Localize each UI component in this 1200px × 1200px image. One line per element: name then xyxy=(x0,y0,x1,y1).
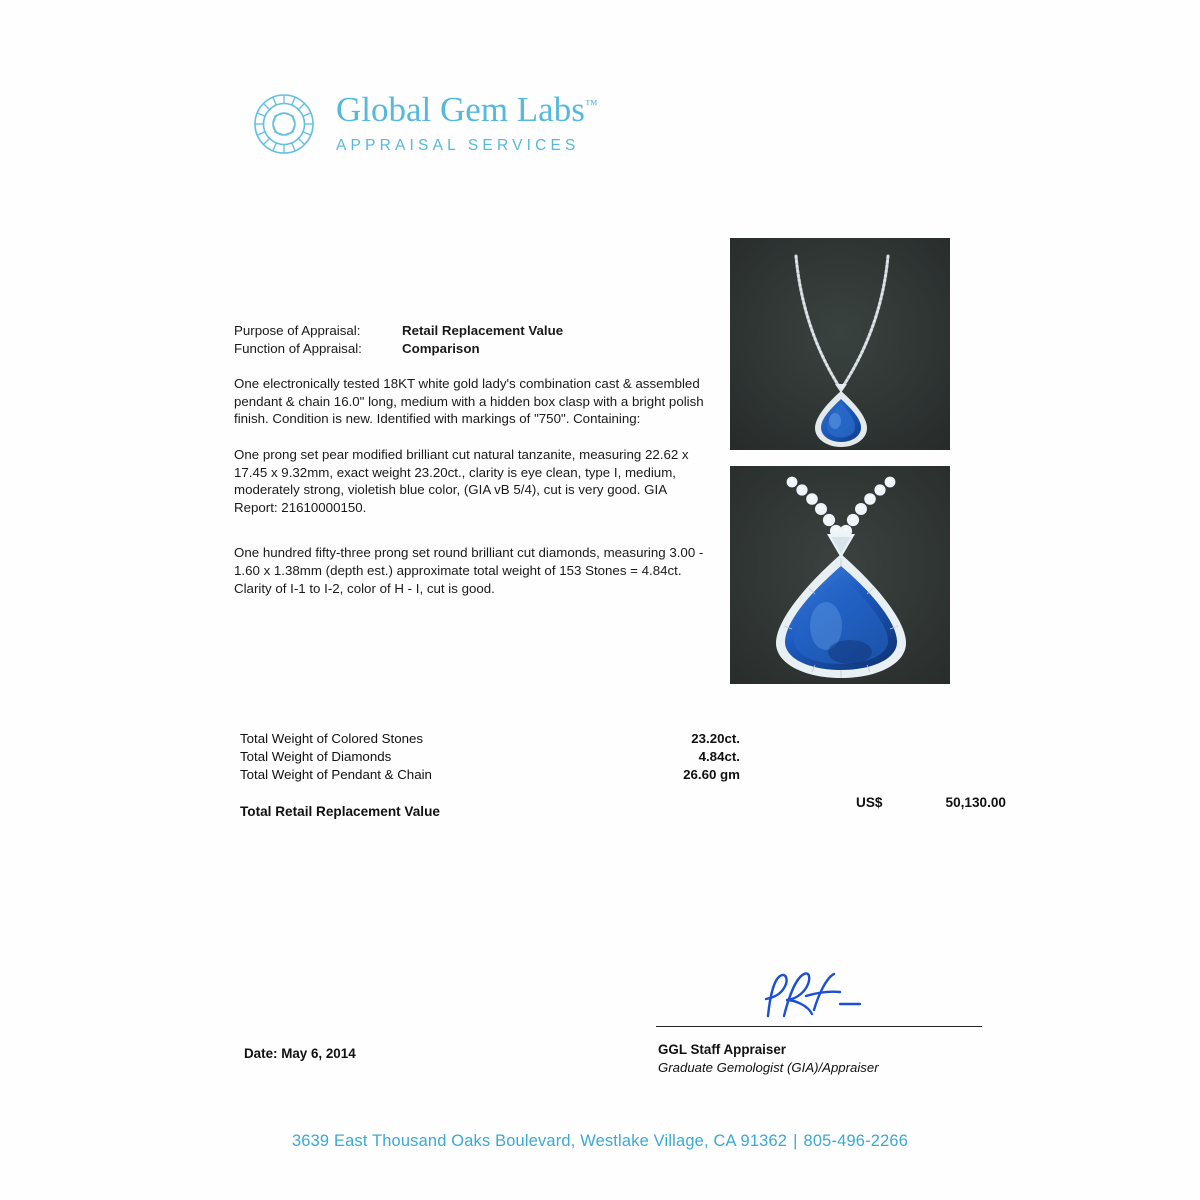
signature-line xyxy=(656,1026,982,1027)
signature-mark xyxy=(756,966,876,1028)
purpose-value: Retail Replacement Value xyxy=(402,323,564,338)
total-diamonds-value: 4.84ct. xyxy=(698,749,740,765)
appraisal-date: Date: May 6, 2014 xyxy=(244,1046,356,1061)
total-pendant-chain-value: 26.60 gm xyxy=(683,767,740,783)
appraisal-body xyxy=(234,322,704,597)
footer-phone: 805-496-2266 xyxy=(803,1132,909,1150)
appraiser-credentials: Graduate Gemologist (GIA)/Appraiser xyxy=(658,1060,879,1075)
footer-contact xyxy=(0,1132,1200,1151)
brand-title xyxy=(336,92,598,127)
footer-separator: | xyxy=(793,1132,798,1150)
diamond-paragraph: One hundred fifty-three prong set round brilliant cut diamonds, measuring 3.00 - 1.60 x 1.38mm (depth est.) approximate total weight of 153 Stones = 4.84ct. Clarity of I-1 to I-2, color of H - I, cut is good. xyxy=(234,545,704,596)
total-diamonds-label: Total Weight of Diamonds xyxy=(240,749,392,765)
appraiser-title: GGL Staff Appraiser xyxy=(658,1042,786,1057)
trademark-symbol: ™ xyxy=(584,96,598,112)
totals-values xyxy=(600,730,740,785)
description-paragraph: One electronically tested 18KT white gold lady's combination cast & assembled pendant & chain 16.0" long, medium with a hidden box clasp with a bright polish finish. Condition is new. Identified with markings of "750". Containing: xyxy=(234,376,704,427)
function-label: Function of Appraisal: xyxy=(234,340,362,356)
pendant-closeup-photo xyxy=(730,466,950,684)
footer-address: 3639 East Thousand Oaks Boulevard, Westlake Village, CA 91362 xyxy=(291,1132,788,1150)
grand-total-label: Total Retail Replacement Value xyxy=(240,804,440,819)
function-row xyxy=(234,340,704,358)
brand-title-text: Global Gem Labs xyxy=(336,90,585,129)
grand-total-amount: 50,130.00 xyxy=(945,795,1006,810)
grand-total-currency: US$ xyxy=(856,795,883,810)
total-colored-stones-value: 23.20ct. xyxy=(691,731,740,746)
stone-paragraph: One prong set pear modified brilliant cut natural tanzanite, measuring 22.62 x 17.45 x 9.32mm, exact weight 23.20ct., clarity is eye clean, type I, medium, moderately strong, violetish blue color, (GIA vB 5/4), cut is very good. GIA Report: 21610000150. xyxy=(234,446,689,515)
brand-logo xyxy=(246,86,598,162)
totals-labels xyxy=(240,730,432,785)
gem-diamond-icon xyxy=(246,86,322,162)
total-pendant-chain-label: Total Weight of Pendant & Chain xyxy=(240,767,432,783)
total-colored-stones-label: Total Weight of Colored Stones xyxy=(240,731,424,746)
necklace-full-photo xyxy=(730,238,950,450)
brand-subtitle: APPRAISAL SERVICES xyxy=(336,137,580,154)
purpose-row xyxy=(234,322,704,340)
purpose-label: Purpose of Appraisal: xyxy=(234,323,361,338)
function-value: Comparison xyxy=(402,340,480,356)
